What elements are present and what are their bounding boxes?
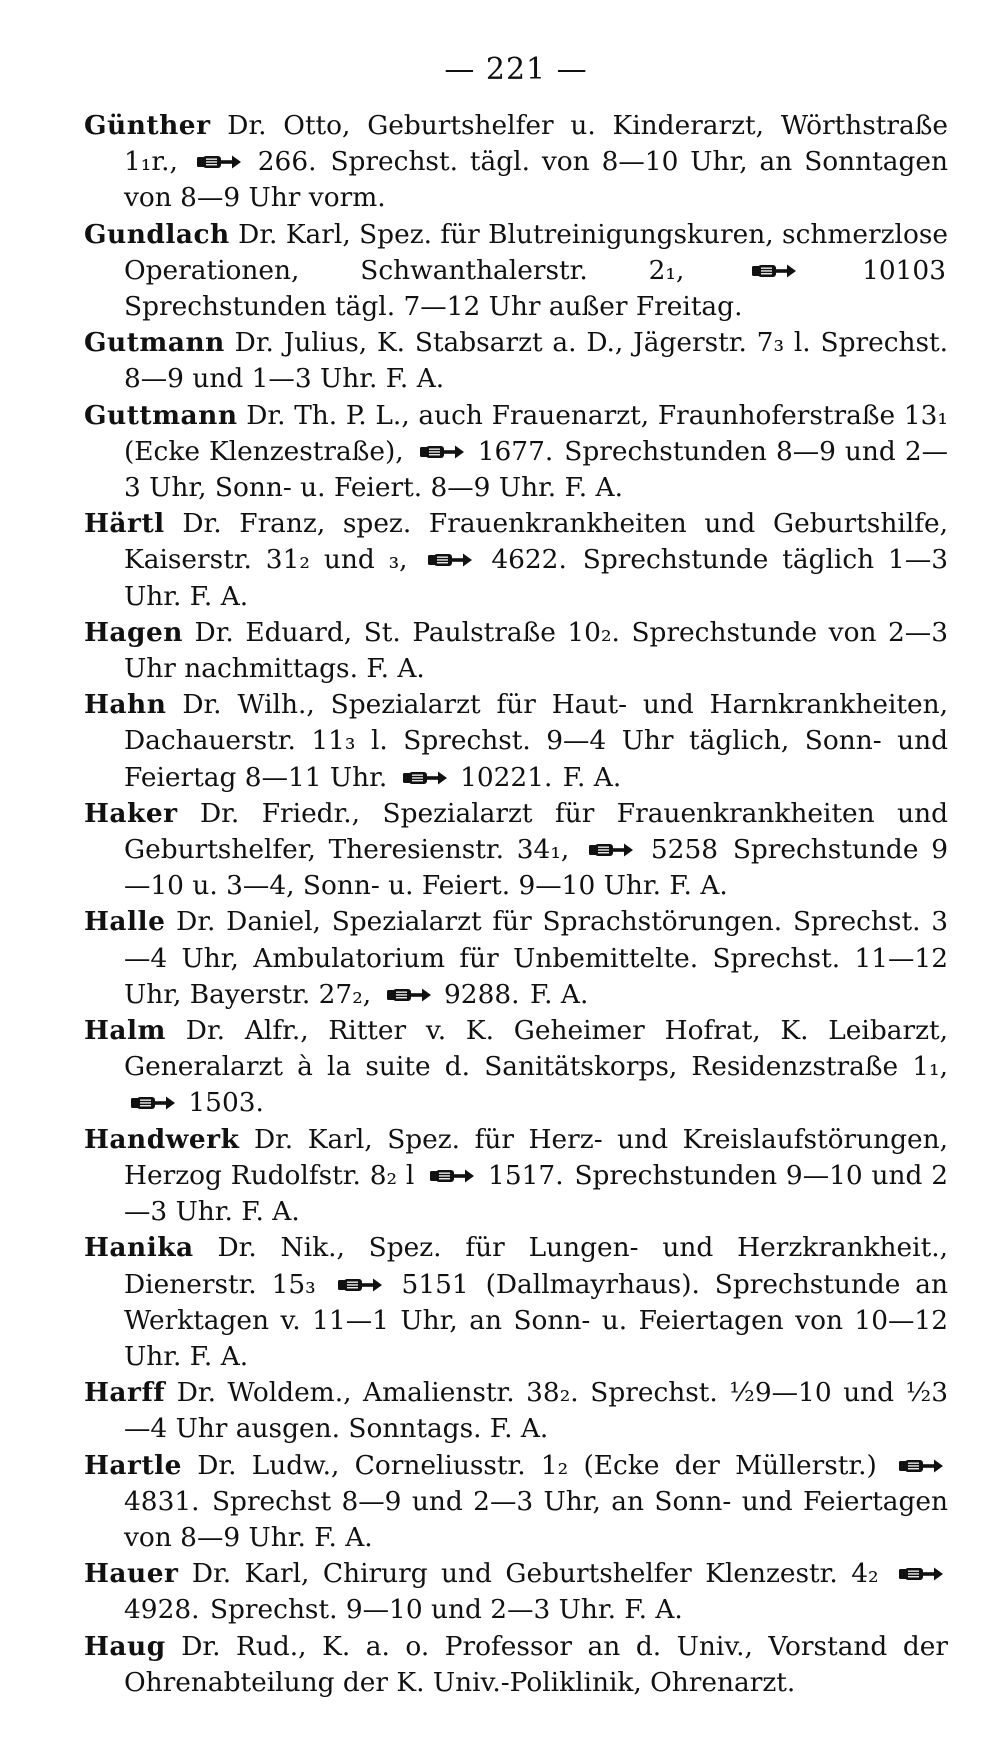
entry-hours: F. A. bbox=[562, 761, 622, 793]
telephone-hand-icon bbox=[196, 152, 242, 172]
physician-entry bbox=[84, 904, 948, 1013]
entry-details: Dr. Woldem., Amalienstr. 38₂. Sprechst. ½9—10 und ½3—4 Uhr ausgen. Sonntags. F. A. bbox=[124, 1377, 948, 1445]
physician-entry bbox=[84, 1448, 948, 1557]
physician-surname: Gutmann bbox=[84, 327, 225, 359]
telephone-hand-icon bbox=[419, 442, 465, 462]
physician-entry bbox=[84, 1375, 948, 1447]
entry-hours: Sprechstunde täglich 1—3 Uhr. F. A. bbox=[124, 544, 948, 612]
physician-entry bbox=[84, 398, 948, 507]
telephone-hand-icon bbox=[898, 1456, 944, 1476]
entry-details: Dr. Friedr., Spezialarzt für Frauenkrankheiten und Geburtshelfer, Theresienstr. 34₁, bbox=[124, 797, 948, 866]
physician-surname: Handwerk bbox=[84, 1123, 240, 1155]
entry-hours: Sprechst. tägl. von 8—10 Uhr, an Sonntagen von 8—9 Uhr vorm. bbox=[124, 146, 949, 214]
telephone-hand-icon bbox=[427, 550, 473, 570]
physician-entry bbox=[84, 1230, 948, 1375]
physician-surname: Guttmann bbox=[84, 399, 238, 431]
entry-hours: Sprechst 8—9 und 2—3 Uhr, an Sonn- und Feiertagen von 8—9 Uhr. F. A. bbox=[124, 1485, 948, 1553]
entry-details: Dr. Karl, Spez. für Blutreinigungskuren, schmerzlose Operationen, Schwanthalerstr. 2₁, bbox=[124, 218, 948, 286]
entry-hours: (Dallmayrhaus). Sprechstunde an Werktagen v. 11—1 Uhr, an Sonn- u. Feiertagen von 10—12 Uhr. F. A. bbox=[124, 1268, 949, 1372]
telephone-number: 9288. bbox=[443, 978, 520, 1010]
physician-entry bbox=[84, 1122, 948, 1231]
entry-details: Dr. Karl, Spez. für Herz- und Kreislaufstörungen, Herzog Rudolfstr. 8₂ l bbox=[124, 1123, 949, 1191]
entry-details: Dr. Rud., K. a. o. Professor an d. Univ., Vorstand der Ohrenabteilung der K. Univ.-Poliklinik, Ohrenarzt. bbox=[124, 1630, 948, 1698]
entry-details: Dr. Th. P. L., auch Frauenarzt, Fraunhoferstraße 13₁ (Ecke Klenzestraße), bbox=[124, 399, 949, 467]
page-number: — 221 — bbox=[444, 52, 588, 87]
entry-details: Dr. Julius, K. Stabsarzt a. D., Jägerstr. 7₃ l. Sprechst. 8—9 und 1—3 Uhr. F. A. bbox=[124, 327, 949, 395]
telephone-hand-icon bbox=[386, 985, 432, 1005]
telephone-number: 5258 bbox=[650, 834, 719, 866]
telephone-hand-icon bbox=[130, 1093, 176, 1113]
physician-surname: Günther bbox=[84, 110, 211, 141]
physician-surname: Hartle bbox=[84, 1449, 182, 1481]
telephone-number: 4928. bbox=[124, 1594, 200, 1626]
entry-details: Dr. Alfr., Ritter v. K. Geheimer Hofrat, K. Leibarzt, Generalarzt à la suite d. Sanitätskorps, Residenzstraße 1₁, bbox=[124, 1015, 949, 1083]
physician-surname: Härtl bbox=[84, 508, 165, 540]
physician-surname: Halm bbox=[84, 1015, 166, 1047]
telephone-number: 4622. bbox=[491, 544, 567, 576]
telephone-hand-icon bbox=[898, 1564, 944, 1584]
physician-surname: Hagen bbox=[84, 616, 183, 648]
telephone-number: 1517. bbox=[488, 1159, 564, 1191]
telephone-hand-icon bbox=[337, 1275, 383, 1295]
entry-details: Dr. Daniel, Spezialarzt für Sprachstörungen. Sprechst. 3—4 Uhr, Ambulatorium für Unbemittelte. Sprechst. 11—12 Uhr, Bayerstr. 27₂, bbox=[124, 906, 948, 1010]
telephone-number: 10221. bbox=[460, 761, 553, 793]
entry-hours: Sprechstunde 9—10 u. 3—4, Sonn- u. Feiert. 9—10 Uhr. F. A. bbox=[124, 834, 949, 902]
physician-entry bbox=[84, 615, 948, 687]
physician-entry bbox=[84, 325, 948, 397]
physician-surname: Halle bbox=[84, 906, 166, 938]
entry-hours: Sprechstunden 9—10 und 2—3 Uhr. F. A. bbox=[124, 1159, 949, 1228]
physician-entry bbox=[84, 506, 948, 615]
physician-surname: Hahn bbox=[84, 689, 167, 721]
entry-hours: Sprechst. 9—10 und 2—3 Uhr. F. A. bbox=[209, 1594, 683, 1626]
entry-hours: F. A. bbox=[529, 978, 589, 1010]
physician-surname: Gundlach bbox=[84, 218, 230, 250]
telephone-number: 1503. bbox=[188, 1087, 264, 1119]
physician-surname: Hauer bbox=[84, 1558, 179, 1590]
physician-entry bbox=[84, 796, 948, 905]
telephone-number: 5151 bbox=[401, 1268, 469, 1300]
telephone-number: 4831. bbox=[124, 1485, 200, 1517]
entry-details: Dr. Nik., Spez. für Lungen- und Herzkrankheit., Dienerstr. 15₃ bbox=[124, 1232, 948, 1300]
telephone-number: 266. bbox=[257, 146, 317, 178]
entry-details: Dr. Franz, spez. Frauenkrankheiten und Geburtshilfe, Kaiserstr. 31₂ und ₃, bbox=[124, 508, 948, 576]
entry-details: Dr. Ludw., Corneliusstr. 1₂ (Ecke der Müllerstr.) bbox=[197, 1449, 877, 1481]
physician-entry bbox=[84, 1013, 948, 1122]
physician-surname: Haker bbox=[84, 797, 178, 829]
telephone-hand-icon bbox=[429, 1166, 475, 1186]
physician-entry bbox=[84, 217, 948, 326]
physician-entry bbox=[84, 1629, 948, 1701]
entry-details: Dr. Wilh., Spezialarzt für Haut- und Harnkrankheiten, Dachauerstr. 11₃ l. Sprechst. 9—4 Uhr täglich, Sonn- und Feiertag 8—11 Uhr. bbox=[124, 689, 948, 793]
telephone-hand-icon bbox=[402, 768, 448, 788]
physician-surname: Harff bbox=[84, 1377, 166, 1409]
telephone-number: 1677. bbox=[477, 435, 554, 467]
physician-entry-list bbox=[84, 108, 948, 1701]
entry-hours: Sprechstunden tägl. 7—12 Uhr außer Freitag. bbox=[124, 291, 743, 323]
entry-details: Dr. Eduard, St. Paulstraße 10₂. Sprechstunde von 2—3 Uhr nachmittags. F. A. bbox=[124, 616, 948, 685]
physician-surname: Hanika bbox=[84, 1232, 194, 1264]
physician-entry bbox=[84, 108, 948, 217]
entry-details: Dr. Karl, Chirurg und Geburtshelfer Klenzestr. 4₂ bbox=[191, 1558, 879, 1590]
physician-entry bbox=[84, 1556, 948, 1628]
telephone-hand-icon bbox=[751, 261, 797, 281]
telephone-hand-icon bbox=[588, 840, 634, 860]
telephone-number: 10103 bbox=[862, 254, 947, 286]
physician-entry bbox=[84, 687, 948, 796]
entry-hours: Sprechstunden 8—9 und 2—3 Uhr, Sonn- u. Feiert. 8—9 Uhr. F. A. bbox=[124, 435, 949, 504]
physician-surname: Haug bbox=[84, 1630, 166, 1662]
entry-details: Dr. Otto, Geburtshelfer u. Kinderarzt, Wörthstraße 1₁r., bbox=[124, 110, 949, 178]
